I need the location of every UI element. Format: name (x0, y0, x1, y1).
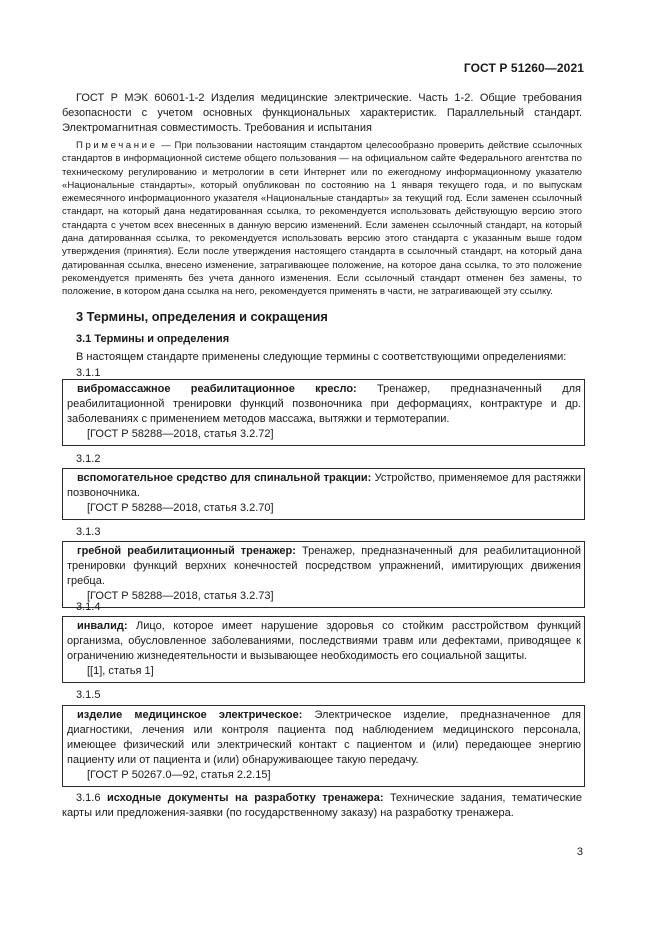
term-source: [[1], статья 1] (87, 665, 154, 677)
note-text: — При пользовании настоящим стандартом целесообразно проверить действие ссылочных стандартов в информационной системе общего пользования — на официальном сайте Федерального агентства по техническому регулированию и метрологии в сети Интернет или по ежегодному информационному указателю «Национальные стандарты», который опубликован по состоянию на 1 января текущего года, и по выпускам ежемесячного информационного указателя «Национальные стандарты» за текущий год. Если заменен ссылочный стандарт, на который дана недатированная ссылка, то рекомендуется использовать действующую версию этого стандарта с учетом всех внесенных в данную версию изменений. Если заменен ссылочный стандарт, на который дана датированная ссылка, то рекомендуется использовать версию этого стандарта с указанным выше годом утверждения (принятия). Если после утверждения настоящего стандарта в ссылочный стандарт, на который дана датированная ссылка, внесено изменение, затрагивающее положение, на которое дана ссылка, то это положение рекомендуется применять без учета данного изменения. Если ссылочный стандарт отменен без замены, то положение, в котором дана ссылка на него, рекомендуется применять в части, не затрагивающей эту ссылку. (62, 140, 582, 298)
term-name: инвалид: (77, 620, 128, 632)
term-box (62, 541, 585, 608)
term-text: Тренажер, предназначенный для реабилитационной тренировки функций верхних конечностей посредством упражнений, имитирующих движения гребца. (67, 545, 581, 587)
note-label: Примечание (76, 140, 158, 151)
term-number: 3.1.2 (76, 453, 101, 465)
section-title: 3 Термины, определения и сокращения (76, 309, 328, 324)
term-box (62, 616, 585, 683)
term-name: изделие медицинское электрическое: (77, 709, 303, 721)
reference-paragraph: ГОСТ Р МЭК 60601-1-2 Изделия медицинские электрические. Часть 1-2. Общие требования безопасности с учетом основных функциональных характеристик. Параллельный стандарт. Электромагнитная совместимость. Требования и испытания (62, 92, 582, 134)
term-source: [ГОСТ Р 50267.0—92, статья 2.2.15] (87, 769, 271, 781)
term-number: 3.1.6 (76, 792, 101, 804)
term-text: Тренажер, предназначенный для реабилитационной тренировки функций позвоночника при деформациях, контрактуре и др. заболеваниях с применением методов массажа, вытяжки и термотерапии. (67, 383, 581, 425)
subsection-title: 3.1 Термины и определения (76, 333, 230, 345)
document-header: ГОСТ Р 51260—2021 (463, 61, 584, 75)
term-definition (67, 708, 581, 768)
term-number: 3.1.1 (76, 367, 101, 379)
term-number: 3.1.3 (76, 526, 101, 538)
term-text: Лицо, которое имеет нарушение здоровья со стойким расстройством функций организма, обусловленное заболеваниями, последствиями травм или дефектами, приводящее к ограничению жизнедеятельности и вызывающее необходимость его социальной защиты. (67, 620, 581, 662)
term-text: Электрическое изделие, предназначенное для диагностики, лечения или контроля пациента под наблюдением медицинского персонала, имеющее физический или электрический контакт с пациентом и (или) передающее энергию пациенту или от пациента и (или) обнаруживающее такую передачу. (67, 709, 582, 766)
term-name: гребной реабилитационный тренажер: (77, 545, 296, 557)
term-text: Технические задания, тематические карты или предложения-заявки (по государственному заказу) на разработку тренажера. (62, 792, 582, 819)
term-name: исходные документы на разработку тренажера: (106, 792, 384, 804)
term-number: 3.1.4 (76, 601, 101, 613)
term-name: вибромассажное реабилитационное кресло: (77, 383, 357, 395)
note-paragraph (62, 139, 582, 299)
term-definition (67, 619, 581, 664)
term-source: [ГОСТ Р 58288—2018, статья 3.2.70] (87, 502, 274, 514)
term-box (62, 379, 585, 446)
term-source: [ГОСТ Р 58288—2018, статья 3.2.73] (87, 590, 274, 602)
term-name: вспомогательное средство для спинальной тракции: (77, 472, 372, 484)
term-box (62, 705, 585, 787)
term-source: [ГОСТ Р 58288—2018, статья 3.2.72] (87, 428, 274, 440)
term-text: Устройство, применяемое для растяжки позвоночника. (67, 472, 582, 499)
term-definition (67, 382, 581, 427)
term-definition (67, 471, 581, 501)
term-box (62, 468, 585, 520)
final-term-paragraph (62, 791, 582, 821)
page-number: 3 (576, 846, 583, 858)
term-definition (67, 544, 581, 589)
terms-intro: В настоящем стандарте применены следующие термины с соответствующими определениями: (76, 351, 567, 363)
term-number: 3.1.5 (76, 689, 101, 701)
